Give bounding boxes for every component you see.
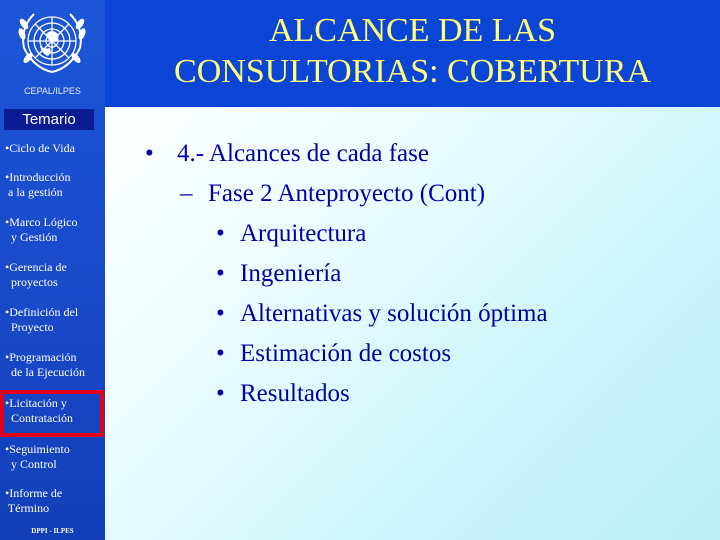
sidebar-item-informe[interactable] <box>5 486 101 516</box>
sidebar-item-seguimiento[interactable] <box>5 442 101 472</box>
page-title <box>105 10 720 92</box>
bullet-mark: – <box>180 180 193 207</box>
sidebar-item-programacion[interactable] <box>5 350 101 380</box>
bullet: • <box>5 350 10 364</box>
un-emblem-icon <box>10 4 94 82</box>
sidebar-heading: Temario <box>4 109 94 130</box>
bullet-level2 <box>180 178 485 210</box>
selected-item-highlight <box>0 390 104 437</box>
sidebar-item-label: Marco Lógico y Gestión <box>9 215 78 244</box>
sidebar-item-introduccion[interactable] <box>5 170 101 200</box>
bullet-text: Ingeniería <box>240 260 342 287</box>
sidebar-item-definicion[interactable] <box>5 305 101 335</box>
sidebar-item-ciclo-de-vida[interactable] <box>5 141 101 156</box>
bullet-text: Resultados <box>240 380 350 407</box>
bullet-mark: • <box>216 260 225 287</box>
sidebar-item-label: Seguimiento y Control <box>9 442 70 471</box>
sidebar-item-label: Licitación y Contratación <box>9 396 73 425</box>
sidebar <box>0 0 105 540</box>
bullet-mark: • <box>216 300 225 327</box>
title-line-2: CONSULTORIAS: COBERTURA <box>174 53 651 90</box>
bullet-text: 4.- Alcances de cada fase <box>177 140 429 167</box>
sidebar-item-label: Ciclo de Vida <box>9 141 75 155</box>
bullet: • <box>5 486 10 500</box>
bullet: • <box>5 442 10 456</box>
bullet: • <box>5 260 10 274</box>
bullet-mark: • <box>216 220 225 247</box>
bullet: • <box>5 396 10 410</box>
bullet: • <box>5 170 10 184</box>
org-label: CEPAL/ILPES <box>24 86 81 96</box>
bullet-text: Estimación de costos <box>240 340 452 367</box>
bullet-item <box>216 298 548 330</box>
sidebar-item-marco-logico[interactable] <box>5 215 101 245</box>
bullet-item <box>216 378 350 410</box>
bullet-item <box>216 218 366 250</box>
sidebar-item-label: Gerencia de proyectos <box>9 260 67 289</box>
sidebar-item-label: Informe de Término <box>7 486 63 515</box>
bullet: • <box>5 305 10 319</box>
bullet: • <box>5 215 10 229</box>
bullet-level1 <box>145 138 429 170</box>
sidebar-footer: DPPI - ILPES <box>31 527 74 535</box>
bullet-text: Arquitectura <box>240 220 367 247</box>
bullet-mark: • <box>216 380 225 407</box>
bullet-item <box>216 258 341 290</box>
sidebar-item-label: Definición del Proyecto <box>9 305 79 334</box>
sidebar-item-label: Introducción a la gestión <box>8 170 71 199</box>
bullet-mark: • <box>216 340 225 367</box>
bullet-text: Alternativas y solución óptima <box>240 300 548 327</box>
bullet-text: Fase 2 Anteproyecto (Cont) <box>208 180 486 207</box>
bullet: • <box>5 141 10 155</box>
sidebar-item-gerencia[interactable] <box>5 260 101 290</box>
bullet-item <box>216 338 451 370</box>
title-line-1: ALCANCE DE LAS <box>268 12 557 49</box>
bullet-mark: • <box>145 140 154 167</box>
sidebar-item-label: Programación de la Ejecución <box>9 350 85 379</box>
